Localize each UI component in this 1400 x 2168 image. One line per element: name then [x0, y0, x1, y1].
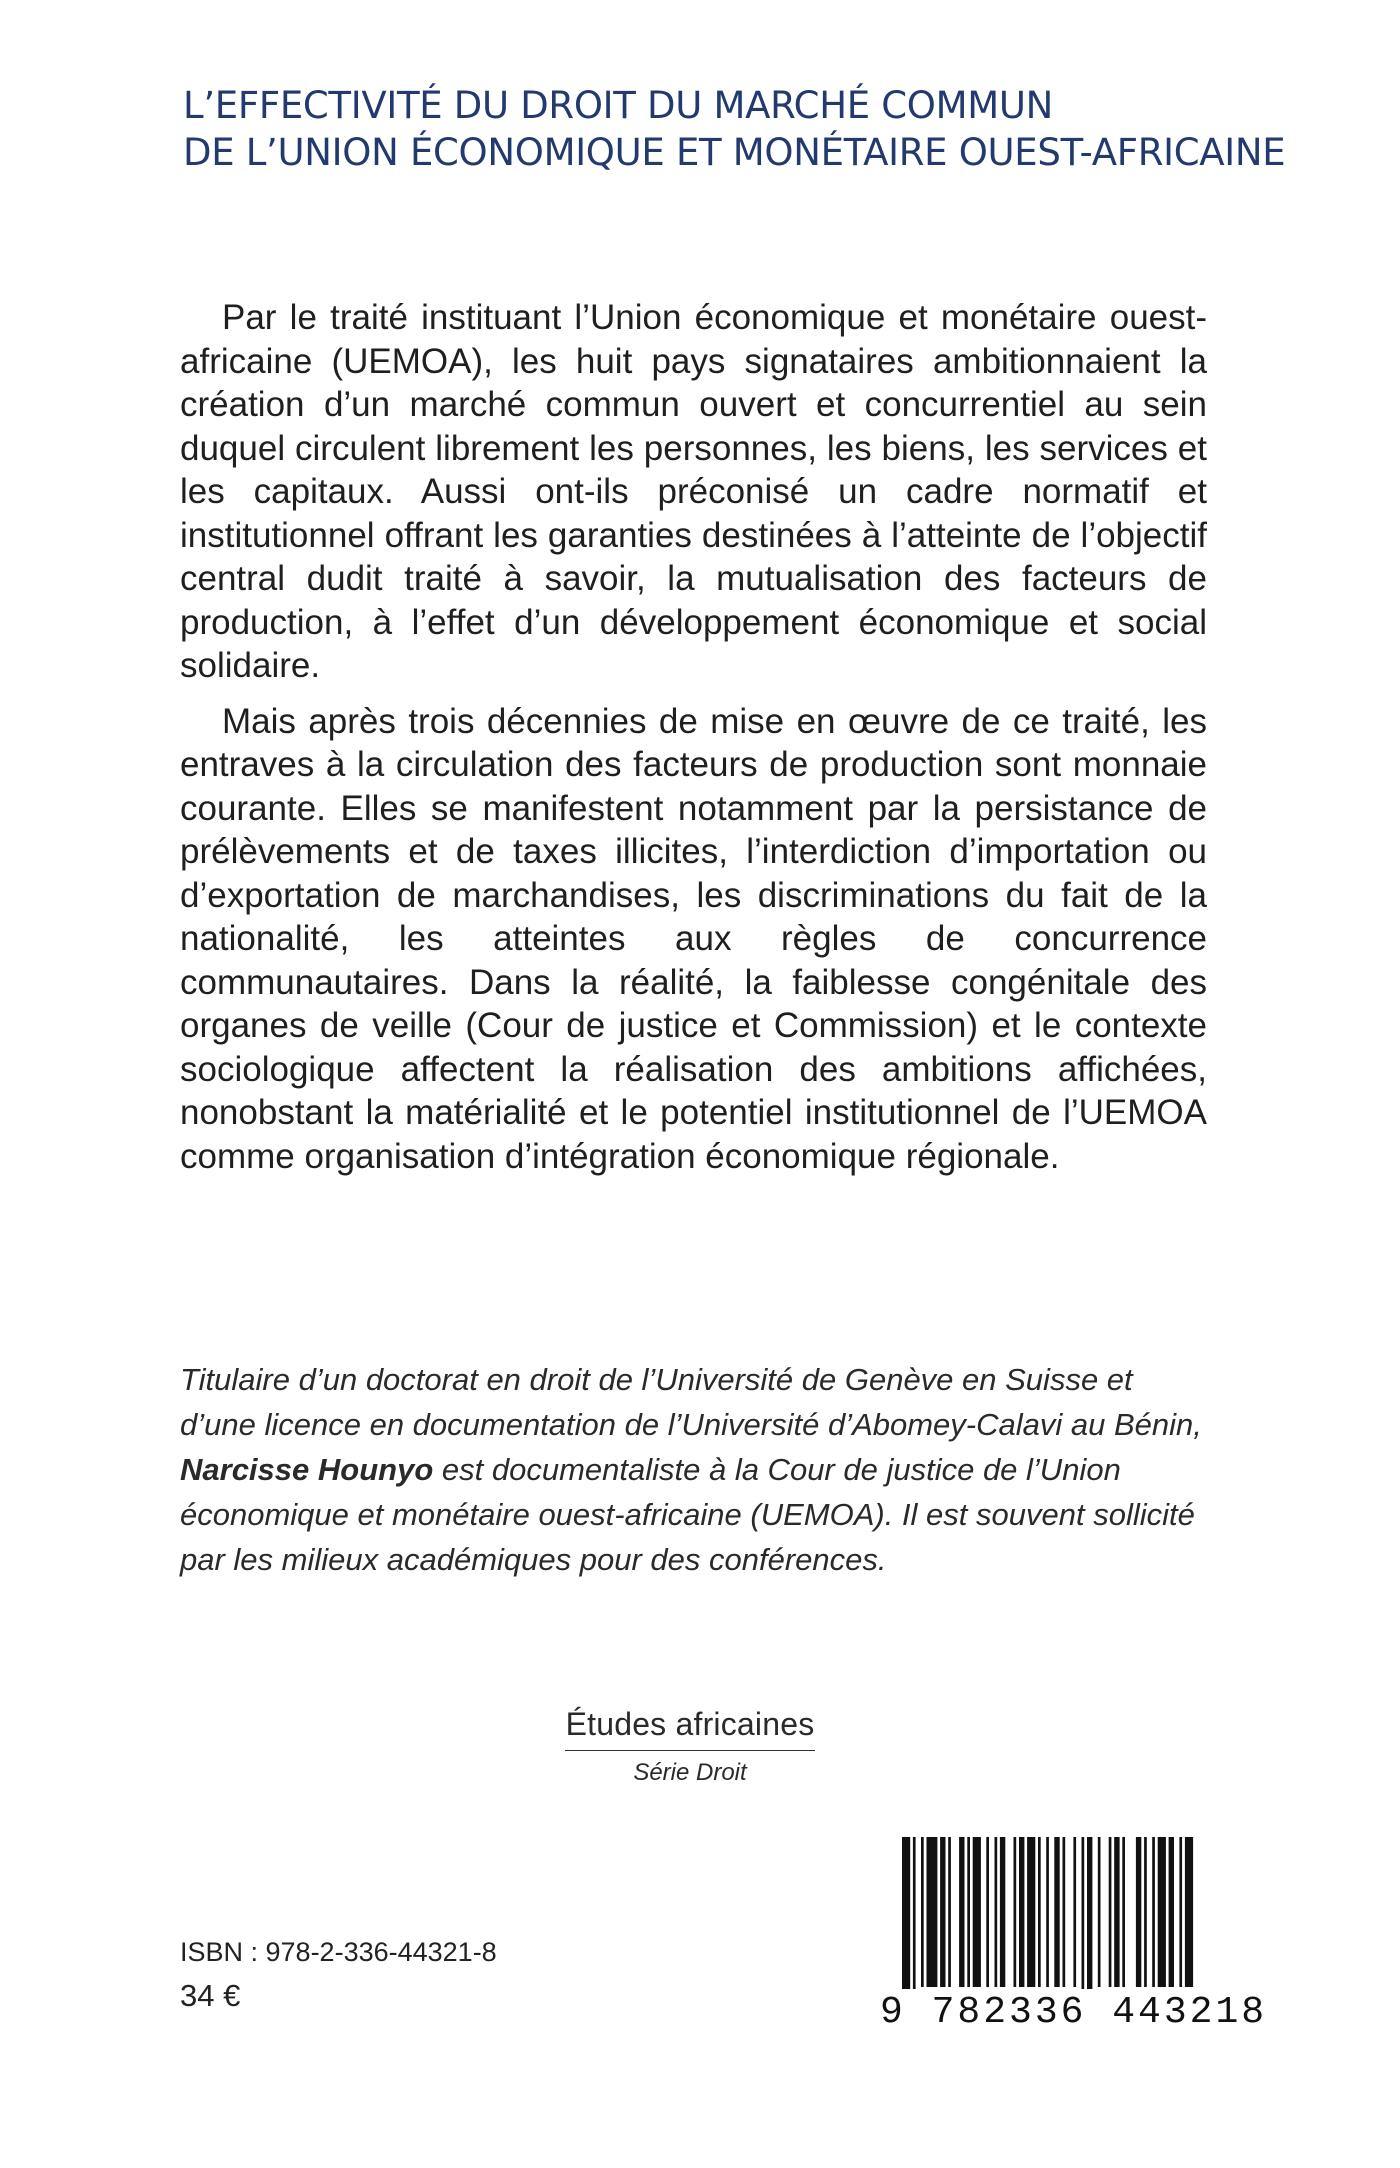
bio-text-before: Titulaire d’un doctorat en droit de l’Université de Genève en Suisse et d’une licence en documentation de l’Université d’Abomey-Calavi au Bénin,: [180, 1362, 1202, 1442]
author-biography: [180, 1357, 1207, 1582]
bio-text-after: est documentaliste à la Cour de justice de l’Union économique et monétaire ouest-africaine (UEMOA). Il est souvent sollicité par les milieux académiques pour des conférences.: [180, 1452, 1195, 1577]
barcode-bar: [1109, 1837, 1112, 1987]
barcode-bar: [927, 1837, 938, 1987]
barcode-bar: [1144, 1837, 1147, 1987]
barcode-digits: 9 782336 443218: [880, 1989, 1207, 2037]
bio-paragraph: [180, 1357, 1207, 1582]
barcode-bar: [913, 1837, 916, 1992]
author-name: Narcisse Hounyo: [180, 1452, 434, 1487]
title-line-2: DE L’UNION ÉCONOMIQUE ET MONÉTAIRE OUEST-AFRICAINE: [183, 131, 1286, 174]
barcode-bar: [1087, 1837, 1092, 1992]
barcode-bar: [973, 1837, 981, 1987]
back-cover-summary: [180, 296, 1207, 1178]
book-title: [183, 82, 1333, 176]
barcode-bar: [1158, 1837, 1166, 1987]
barcode-bar: [959, 1837, 964, 1987]
summary-paragraph-2: Mais après trois décennies de mise en œuvre de ce traité, les entraves à la circulation des facteurs de production sont monnaie courante. Elles se manifestent notamment par la persistance de prélèvements et de taxes illicites, l’interdiction d’importation ou d’exportation de marchandises, les discriminations du fait de la nationalité, les atteintes aux règles de concurrence communautaires. Dans la réalité, la faiblesse congénitale des organes de veille (Cour de justice et Commission) et le contexte sociologique affectent la réalisation des ambitions affichées, nonobstant la matérialité et le potentiel institutionnel de l’UEMOA comme organisation d’intégration économique régionale.: [180, 701, 1207, 1176]
series-name: Études africaines: [565, 1706, 815, 1742]
barcode-bar: [1054, 1837, 1059, 1987]
barcode-bar: [1038, 1837, 1041, 1987]
barcode-bar: [902, 1837, 910, 1992]
barcode-bar: [1185, 1837, 1193, 1987]
barcode-bar: [967, 1837, 970, 1987]
barcode: [880, 1837, 1268, 2040]
barcode-bar: [1063, 1837, 1066, 1987]
barcode-bar: [1014, 1837, 1017, 1987]
barcode-bar: [940, 1837, 945, 1987]
series-logo: [565, 1704, 815, 1787]
series-divider: [565, 1750, 815, 1751]
barcode-bar: [1000, 1837, 1005, 1987]
series-subtitle: Série Droit: [633, 1759, 747, 1786]
barcode-icon: [880, 1837, 1207, 1992]
barcode-bar: [1136, 1837, 1141, 1987]
barcode-bar: [1019, 1837, 1024, 1987]
barcode-bar: [1179, 1837, 1182, 1987]
barcode-bar: [1098, 1837, 1101, 1987]
barcode-bar: [1169, 1837, 1174, 1987]
barcode-bar: [1046, 1837, 1049, 1987]
title-line-1: L’EFFECTIVITÉ DU DROIT DU MARCHÉ COMMUN: [183, 84, 1054, 127]
barcode-bar: [986, 1837, 989, 1987]
barcode-bar: [921, 1837, 924, 1987]
isbn-label: ISBN : 978-2-336-44321-8: [180, 1937, 497, 1967]
barcode-bar: [948, 1837, 951, 1987]
barcode-bar: [1082, 1837, 1085, 1992]
price-label: 34 €: [180, 1978, 241, 2013]
barcode-bar: [1073, 1837, 1076, 1987]
barcode-bar: [1114, 1837, 1119, 1987]
barcode-bar: [1122, 1837, 1125, 1987]
barcode-bar: [1152, 1837, 1155, 1987]
barcode-bar: [995, 1837, 998, 1987]
summary-paragraph-1: Par le traité instituant l’Union économique et monétaire ouest-africaine (UEMOA), les huit pays signataires ambitionnaient la création d’un marché commun ouvert et concurrentiel au sein duquel circulent librement les personnes, les biens, les services et les capitaux. Aussi ont-ils préconisé un cadre normatif et institutionnel offrant les garanties destinées à l’atteinte de l’objectif central dudit traité à savoir, la mutualisation des facteurs de production, à l’effet d’un développement économique et social solidaire.: [180, 298, 1207, 685]
barcode-bar: [1027, 1837, 1035, 1987]
